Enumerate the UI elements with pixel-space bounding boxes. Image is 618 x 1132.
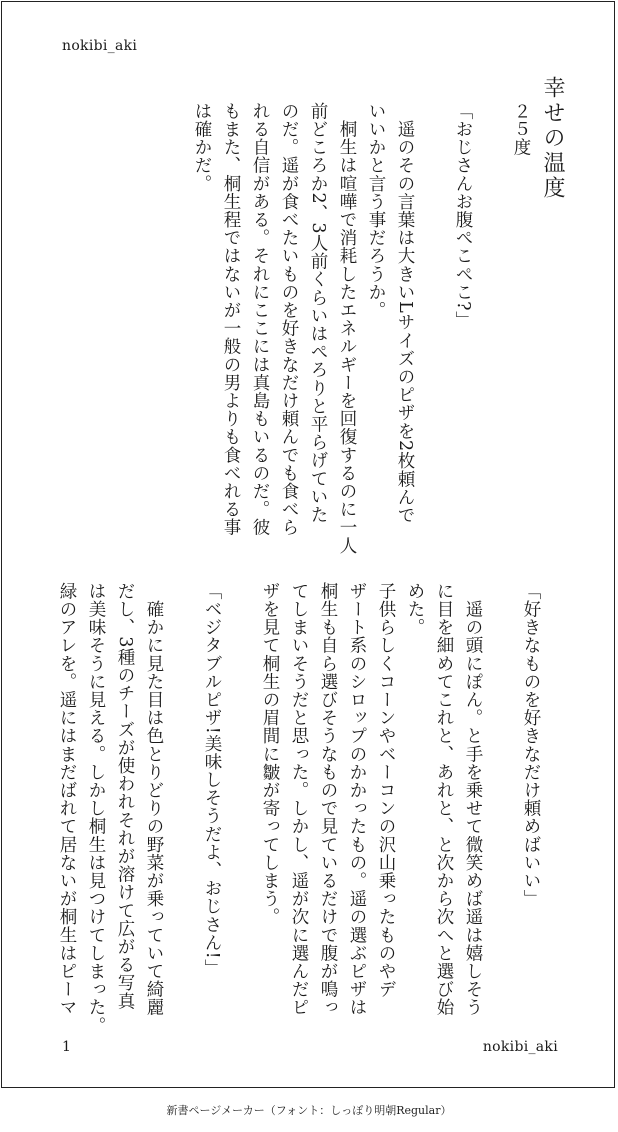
header-author: nokibi_aki [62, 38, 138, 54]
footer-author: nokibi_aki [482, 1039, 558, 1055]
lower-text-block: 「好きなものを好きなだけ頼めばいい」 遥の頭にぽん。と手を乗せて微笑めば遥は嬉しそう に目を細めてこれと、あれと、と次から次へと選び始 めた。 子供らしくコーンやベーコンの沢山乗ったものやデ ザート系のシロップのかかったもの。遥の選ぶピザは 桐生も自ら選びそうなもので見ているだけで腹が鳴っ てしまいそうだと思った。しかし、遥が次に選んだピ ザを見て桐生の眉間に皺が寄ってしまう。 「ベジタブルピザ!美味しそうだよ、おじさん!」 確かに見た目は色とりどりの野菜が乗っていて綺麗 だし、3種のチーズが使われそれが溶けて広がる写真 は美味そうに見える。しかし桐生は見つけてしまった。 緑のアレを。遥にはまだばれて居ないが桐生はピーマ [57, 582, 541, 1035]
upper-text-block: ２５度 「おじさんお腹ぺこぺこ?」 遥のその言葉は大きいLサイズのピザを2枚頼んで いいかと言う事だろうか。 桐生は喧嘩で消耗したエネルギーを回復するのに一人 前どころか2、3人前くらいはぺろりと平らげていた のだ。遥が食べたいものを好きなだけ頼んでも食べら れる自信がある。それにここには真島もいるのだ。彼 もまた、桐生程ではないが一般の男よりも食べれる事 は確かだ。 [192, 102, 531, 555]
page-number: 1 [62, 1039, 71, 1055]
chapter-title: 幸せの温度 [540, 76, 565, 201]
book-page [1, 1, 615, 1088]
maker-credit: 新書ページメーカー（フォント：しっぽり明朝Regular） [166, 1104, 452, 1117]
